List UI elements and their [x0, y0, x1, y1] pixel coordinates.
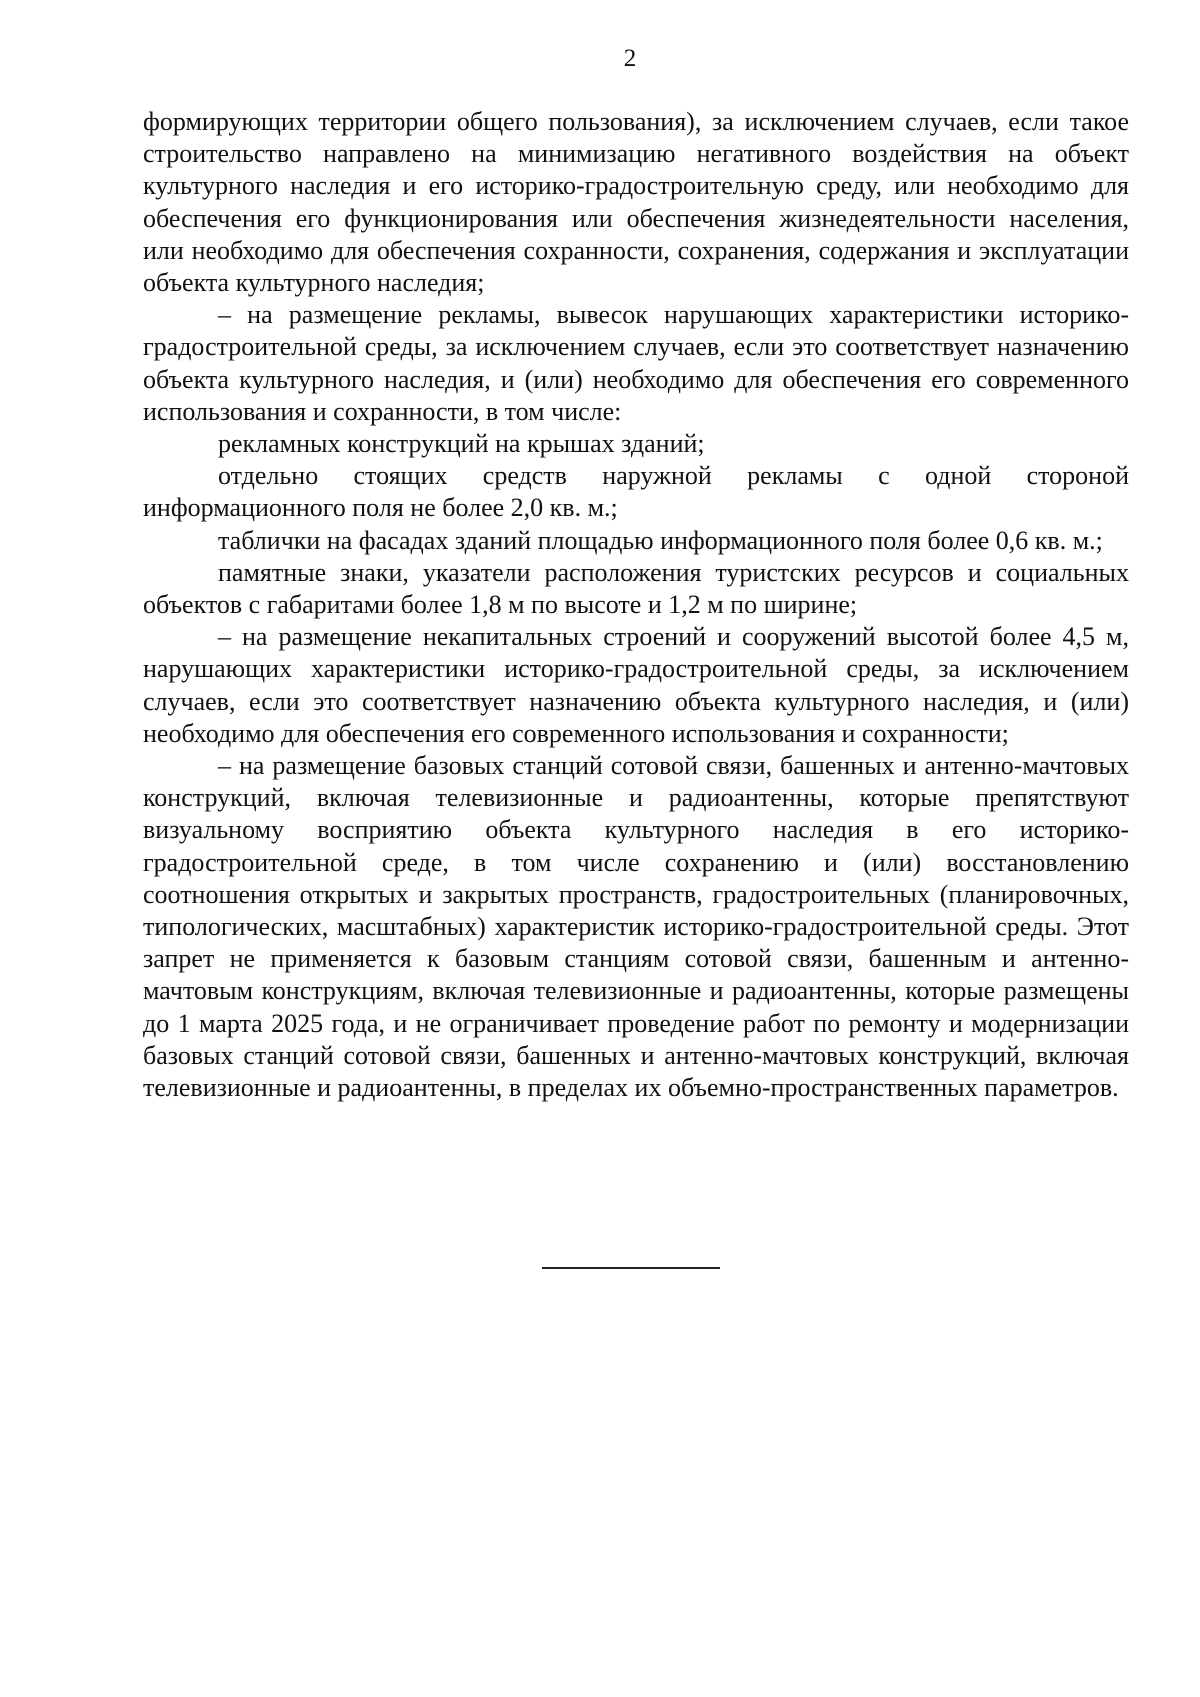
closing-divider-line [542, 1267, 720, 1269]
paragraph-freestanding-ads: отдельно стоящих средств наружной рекламы с одной стороной информационного поля не более 2,0 кв. м.; [143, 461, 1129, 523]
paragraph-cell-stations: – на размещение базовых станций сотовой связи, башенных и антенно-мачтовых конструкций, включая телевизионные и радиоантенны, которые препятствуют визуальному восприятию объекта культурного наследия в его историко-градостроительной среде, в том числе сохранению и (или) восстановлению соотношения открытых и закрытых пространств, градостроительных (планировочных, типологических, масштабных) характеристик историко-градостроительной среды. Этот запрет не применяется к базовым станциям сотовой связи, башенным и антенно-мачтовым конструкциям, включая телевизионные и радиоантенны, которые размещены до 1 марта 2025 года, и не ограничивает проведение работ по ремонту и модернизации базовых станций сотовой связи, башенных и антенно-мачтовых конструкций, включая телевизионные и радиоантенны, в пределах их объемно-пространственных параметров. [143, 751, 1129, 1103]
paragraph-continuation: формирующих территории общего пользования), за исключением случаев, если такое строительство направлено на минимизацию негативного воздействия на объект культурного наследия и его историко-градостроительную среду, или необходимо для обеспечения его функционирования или обеспечения жизнедеятельности населения, или необходимо для обеспечения сохранности, сохранения, содержания и эксплуатации объекта культурного наследия; [143, 107, 1129, 298]
paragraph-non-capital-structures: – на размещение некапитальных строений и сооружений высотой более 4,5 м, нарушающих характеристики историко-градостроительной среды, за исключением случаев, если это соответствует назначению объекта культурного наследия, и (или) необходимо для обеспечения его современного использования и сохранности; [143, 622, 1129, 748]
paragraph-roof-structures: рекламных конструкций на крышах зданий; [218, 429, 705, 459]
document-body [143, 106, 1129, 1104]
paragraph-facade-plates: таблички на фасадах зданий площадью информационного поля более 0,6 кв. м.; [218, 525, 1103, 555]
paragraph-memorial-signs: памятные знаки, указатели расположения туристских ресурсов и социальных объектов с габаритами более 1,8 м по высоте и 1,2 м по ширине; [143, 557, 1129, 620]
paragraph-advertising-ban: – на размещение рекламы, вывесок нарушающих характеристики историко-градостроительной среды, за исключением случаев, если это соответствует назначению объекта культурного наследия, и (или) необходимо для обеспечения его современного использования и сохранности, в том числе: [143, 300, 1129, 426]
page-number: 2 [623, 45, 637, 72]
